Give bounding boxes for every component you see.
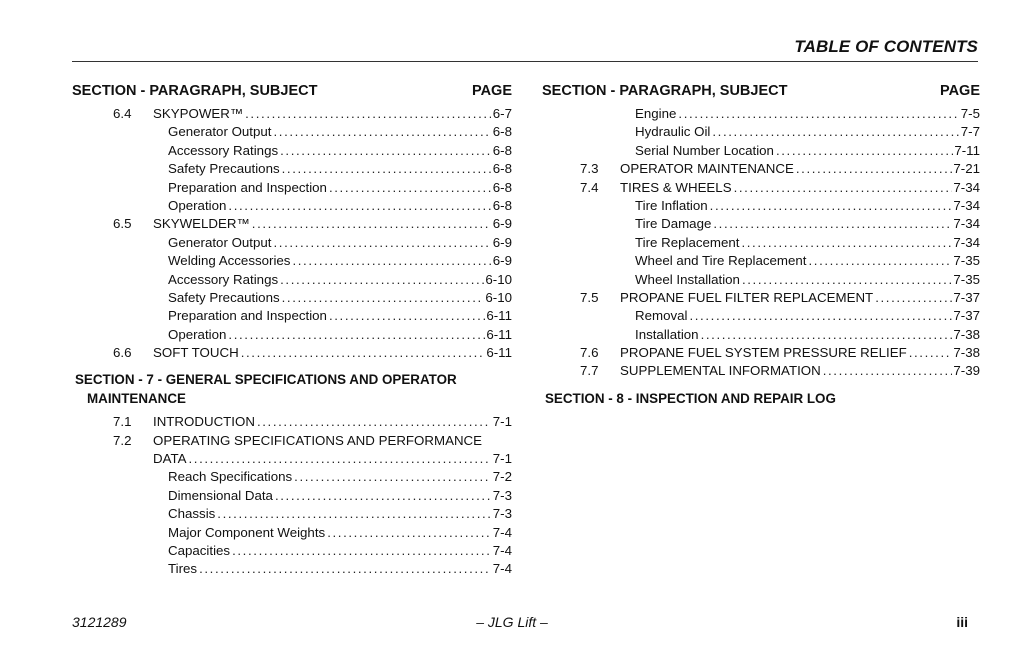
- toc-entry-page: 6-11: [486, 345, 512, 361]
- dot-leader: [710, 197, 953, 215]
- toc-entry-title: PROPANE FUEL SYSTEM PRESSURE RELIEF: [620, 345, 907, 361]
- toc-entry-title: Operation: [168, 197, 227, 213]
- toc-entry[interactable]: [72, 326, 512, 344]
- toc-entry-title: Chassis: [168, 506, 216, 522]
- toc-entry[interactable]: [542, 215, 980, 233]
- dot-leader: [701, 326, 953, 344]
- dot-leader: [280, 271, 484, 289]
- dot-leader: [712, 123, 959, 141]
- toc-entry-page: 6-9: [492, 234, 512, 250]
- toc-entry-title: SUPPLEMENTAL INFORMATION: [620, 363, 821, 379]
- toc-entry-title: Safety Precautions: [168, 161, 280, 177]
- dot-leader: [273, 234, 491, 252]
- toc-entry-title: Engine: [635, 106, 677, 121]
- toc-entry-title: Safety Precautions: [168, 289, 280, 305]
- toc-entry[interactable]: [72, 307, 512, 325]
- toc-entry[interactable]: [542, 234, 980, 252]
- toc-entry-page: 7-38: [953, 345, 980, 361]
- toc-entry-page: 7-3: [492, 487, 512, 503]
- toc-entry[interactable]: [72, 450, 512, 468]
- toc-entry[interactable]: [542, 307, 980, 325]
- toc-entry-title: Welding Accessories: [168, 253, 291, 269]
- toc-column-right: [542, 81, 980, 413]
- toc-entry-title: TIRES & WHEELS: [620, 179, 732, 195]
- section-heading: [72, 371, 512, 408]
- footer-brand: – JLG Lift –: [476, 614, 548, 630]
- toc-entry-number: 7.6: [580, 345, 599, 361]
- toc-entry-title: Tire Inflation: [635, 197, 708, 213]
- toc-entry-title: INTRODUCTION: [153, 414, 255, 430]
- toc-entries: [72, 105, 512, 579]
- toc-entry[interactable]: [72, 123, 512, 141]
- toc-entry-title: Reach Specifications: [168, 469, 293, 485]
- toc-entries: [542, 105, 980, 408]
- toc-entry-title: Preparation and Inspection: [168, 308, 327, 324]
- toc-entry-title: Preparation and Inspection: [168, 179, 327, 195]
- toc-entry-page: 7-37: [953, 289, 980, 305]
- dot-leader: [228, 197, 491, 215]
- toc-entry-page: 6-8: [492, 197, 512, 213]
- dot-leader: [282, 160, 491, 178]
- dot-leader: [199, 560, 491, 578]
- toc-entry[interactable]: [72, 197, 512, 215]
- toc-entry[interactable]: [72, 271, 512, 289]
- section-heading-line1: SECTION - 8 - INSPECTION AND REPAIR LOG: [545, 390, 836, 406]
- dot-leader: [282, 289, 485, 307]
- toc-entry-page: 7-35: [953, 253, 980, 269]
- dot-leader: [796, 160, 953, 178]
- toc-entry[interactable]: [542, 160, 980, 178]
- dot-leader: [741, 234, 952, 252]
- toc-entry[interactable]: [542, 142, 980, 160]
- toc-entry-number: 7.7: [580, 363, 599, 379]
- document-number: 3121289: [72, 614, 127, 630]
- dot-leader: [734, 179, 953, 197]
- toc-entry-title: DATA: [153, 451, 187, 467]
- dot-leader: [241, 344, 486, 362]
- toc-entry[interactable]: [72, 160, 512, 178]
- toc-entry[interactable]: [72, 234, 512, 252]
- dot-leader: [228, 326, 485, 344]
- toc-entry[interactable]: [542, 197, 980, 215]
- toc-entry-page: 7-34: [953, 234, 980, 250]
- toc-entry-title: OPERATOR MAINTENANCE: [620, 161, 794, 177]
- column-header-subject: SECTION - PARAGRAPH, SUBJECT: [542, 83, 788, 99]
- section-heading-line2: MAINTENANCE: [87, 390, 186, 406]
- toc-entry-number: 7.2: [113, 432, 132, 448]
- toc-entry-page: 7-38: [953, 326, 980, 342]
- toc-entry-title: Capacities: [168, 543, 231, 559]
- toc-entry-page: 6-8: [492, 179, 512, 195]
- toc-entry-title: Generator Output: [168, 124, 272, 140]
- toc-entry-title: Dimensional Data: [168, 487, 273, 503]
- toc-entry-page: 6-7: [492, 106, 512, 121]
- header-divider: [72, 61, 978, 62]
- column-header-subject: SECTION - PARAGRAPH, SUBJECT: [72, 83, 318, 99]
- dot-leader: [245, 105, 491, 123]
- toc-entry-page: 7-3: [492, 506, 512, 522]
- toc-entry-page: 7-37: [953, 308, 980, 324]
- dot-leader: [294, 468, 491, 486]
- toc-entry[interactable]: [542, 123, 980, 141]
- toc-entry-page: 6-9: [492, 253, 512, 269]
- toc-entry-page: 7-4: [492, 524, 512, 540]
- toc-entry[interactable]: [72, 468, 512, 486]
- toc-entry-title: Wheel Installation: [635, 271, 740, 287]
- dot-leader: [329, 307, 485, 325]
- toc-entry-page: 6-11: [486, 308, 512, 324]
- toc-entry-page: 7-21: [953, 161, 980, 177]
- toc-entry[interactable]: [72, 432, 512, 450]
- dot-leader: [292, 252, 491, 270]
- toc-entry-page: 6-8: [492, 142, 512, 158]
- toc-entry-title: Wheel and Tire Replacement: [635, 253, 807, 269]
- toc-column-left: [72, 81, 512, 579]
- dot-leader: [776, 142, 953, 160]
- toc-entry-number: 6.6: [113, 345, 132, 361]
- toc-entry[interactable]: [72, 560, 512, 578]
- section-heading-line1: SECTION - 7 - GENERAL SPECIFICATIONS AND OPERATOR: [75, 372, 457, 388]
- toc-entry-title: Tire Replacement: [635, 234, 740, 250]
- toc-entry[interactable]: [72, 142, 512, 160]
- toc-entry-page: 7-7: [960, 124, 980, 140]
- toc-entry-page: 7-34: [953, 179, 980, 195]
- toc-entry-number: 6.4: [113, 106, 132, 121]
- toc-entry-title: PROPANE FUEL FILTER REPLACEMENT: [620, 289, 874, 305]
- toc-entry-title: SKYWELDER™: [153, 216, 250, 232]
- dot-leader: [329, 179, 491, 197]
- toc-entry-title: Installation: [635, 326, 699, 342]
- toc-entry-page: 7-35: [953, 271, 980, 287]
- dot-leader: [689, 307, 952, 325]
- toc-entry-number: 6.5: [113, 216, 132, 232]
- toc-entry-title: Operation: [168, 326, 227, 342]
- toc-entry-title: Generator Output: [168, 234, 272, 250]
- toc-entry-page: 7-11: [954, 142, 980, 158]
- dot-leader: [713, 215, 952, 233]
- dot-leader: [232, 542, 491, 560]
- toc-entry-title: SOFT TOUCH: [153, 345, 239, 361]
- toc-entry-title: Major Component Weights: [168, 524, 326, 540]
- toc-entry-page: 7-1: [492, 414, 512, 430]
- dot-leader: [327, 524, 491, 542]
- toc-entry-title: Hydraulic Oil: [635, 124, 711, 140]
- column-header: [542, 81, 980, 102]
- toc-entry-title: Tire Damage: [635, 216, 712, 232]
- toc-entry-page: 6-9: [492, 216, 512, 232]
- toc-entry-page: 7-1: [492, 451, 512, 467]
- toc-entry[interactable]: [72, 105, 512, 123]
- toc-entry-number: 7.1: [113, 414, 132, 430]
- toc-entry[interactable]: [542, 289, 980, 307]
- dot-leader: [252, 215, 491, 233]
- toc-entry-page: 7-39: [953, 363, 980, 379]
- toc-entry[interactable]: [542, 326, 980, 344]
- toc-entry-page: 6-10: [485, 271, 512, 287]
- dot-leader: [273, 123, 491, 141]
- toc-entry[interactable]: [542, 271, 980, 289]
- toc-entry-number: 7.5: [580, 289, 599, 305]
- dot-leader: [808, 252, 952, 270]
- dot-leader: [678, 105, 959, 123]
- toc-entry[interactable]: [542, 105, 980, 123]
- toc-entry[interactable]: [72, 413, 512, 431]
- dot-leader: [742, 271, 952, 289]
- column-header-page: PAGE: [471, 83, 512, 99]
- column-header-page: PAGE: [939, 83, 980, 99]
- dot-leader: [257, 413, 491, 431]
- toc-entry-page: 6-11: [486, 326, 512, 342]
- toc-entry-page: 6-10: [485, 289, 512, 305]
- dot-leader: [217, 505, 491, 523]
- toc-entry[interactable]: [72, 215, 512, 233]
- toc-entry[interactable]: [72, 344, 512, 362]
- toc-entry[interactable]: [542, 344, 980, 362]
- toc-entry[interactable]: [72, 505, 512, 523]
- toc-entry-page: 6-8: [492, 124, 512, 140]
- toc-entry-page: 7-4: [492, 561, 512, 577]
- toc-entry-title: OPERATING SPECIFICATIONS AND PERFORMANCE: [153, 432, 483, 448]
- toc-entry[interactable]: [72, 179, 512, 197]
- dot-leader: [909, 344, 953, 362]
- toc-entry[interactable]: [72, 289, 512, 307]
- toc-entry-title: Removal: [635, 308, 688, 324]
- column-header: [72, 81, 512, 102]
- section-heading: [542, 390, 980, 408]
- dot-leader: [823, 362, 953, 380]
- toc-entry[interactable]: [542, 252, 980, 270]
- toc-entry-number: 7.3: [580, 161, 599, 177]
- toc-entry[interactable]: [542, 179, 980, 197]
- page-number: iii: [956, 614, 968, 630]
- dot-leader: [275, 487, 491, 505]
- toc-entry-page: 7-4: [492, 543, 512, 559]
- toc-entry-title: Serial Number Location: [635, 142, 774, 158]
- dot-leader: [875, 289, 952, 307]
- dot-leader: [189, 450, 492, 468]
- toc-entry-number: 7.4: [580, 179, 599, 195]
- dot-leader: [280, 142, 491, 160]
- toc-entry-title: Tires: [168, 561, 198, 577]
- toc-entry-page: 7-2: [492, 469, 512, 485]
- page-title: TABLE OF CONTENTS: [794, 37, 978, 56]
- toc-entry-page: 7-5: [960, 106, 980, 121]
- toc-entry-title: Accessory Ratings: [168, 142, 279, 158]
- toc-entry-page: 7-34: [953, 197, 980, 213]
- toc-entry-title: SKYPOWER™: [153, 106, 244, 121]
- toc-entry[interactable]: [72, 542, 512, 560]
- toc-entry[interactable]: [72, 252, 512, 270]
- toc-entry-page: 7-34: [953, 216, 980, 232]
- toc-entry[interactable]: [542, 362, 980, 380]
- toc-entry-page: 6-8: [492, 161, 512, 177]
- toc-entry[interactable]: [72, 487, 512, 505]
- toc-entry-title: Accessory Ratings: [168, 271, 279, 287]
- toc-entry[interactable]: [72, 524, 512, 542]
